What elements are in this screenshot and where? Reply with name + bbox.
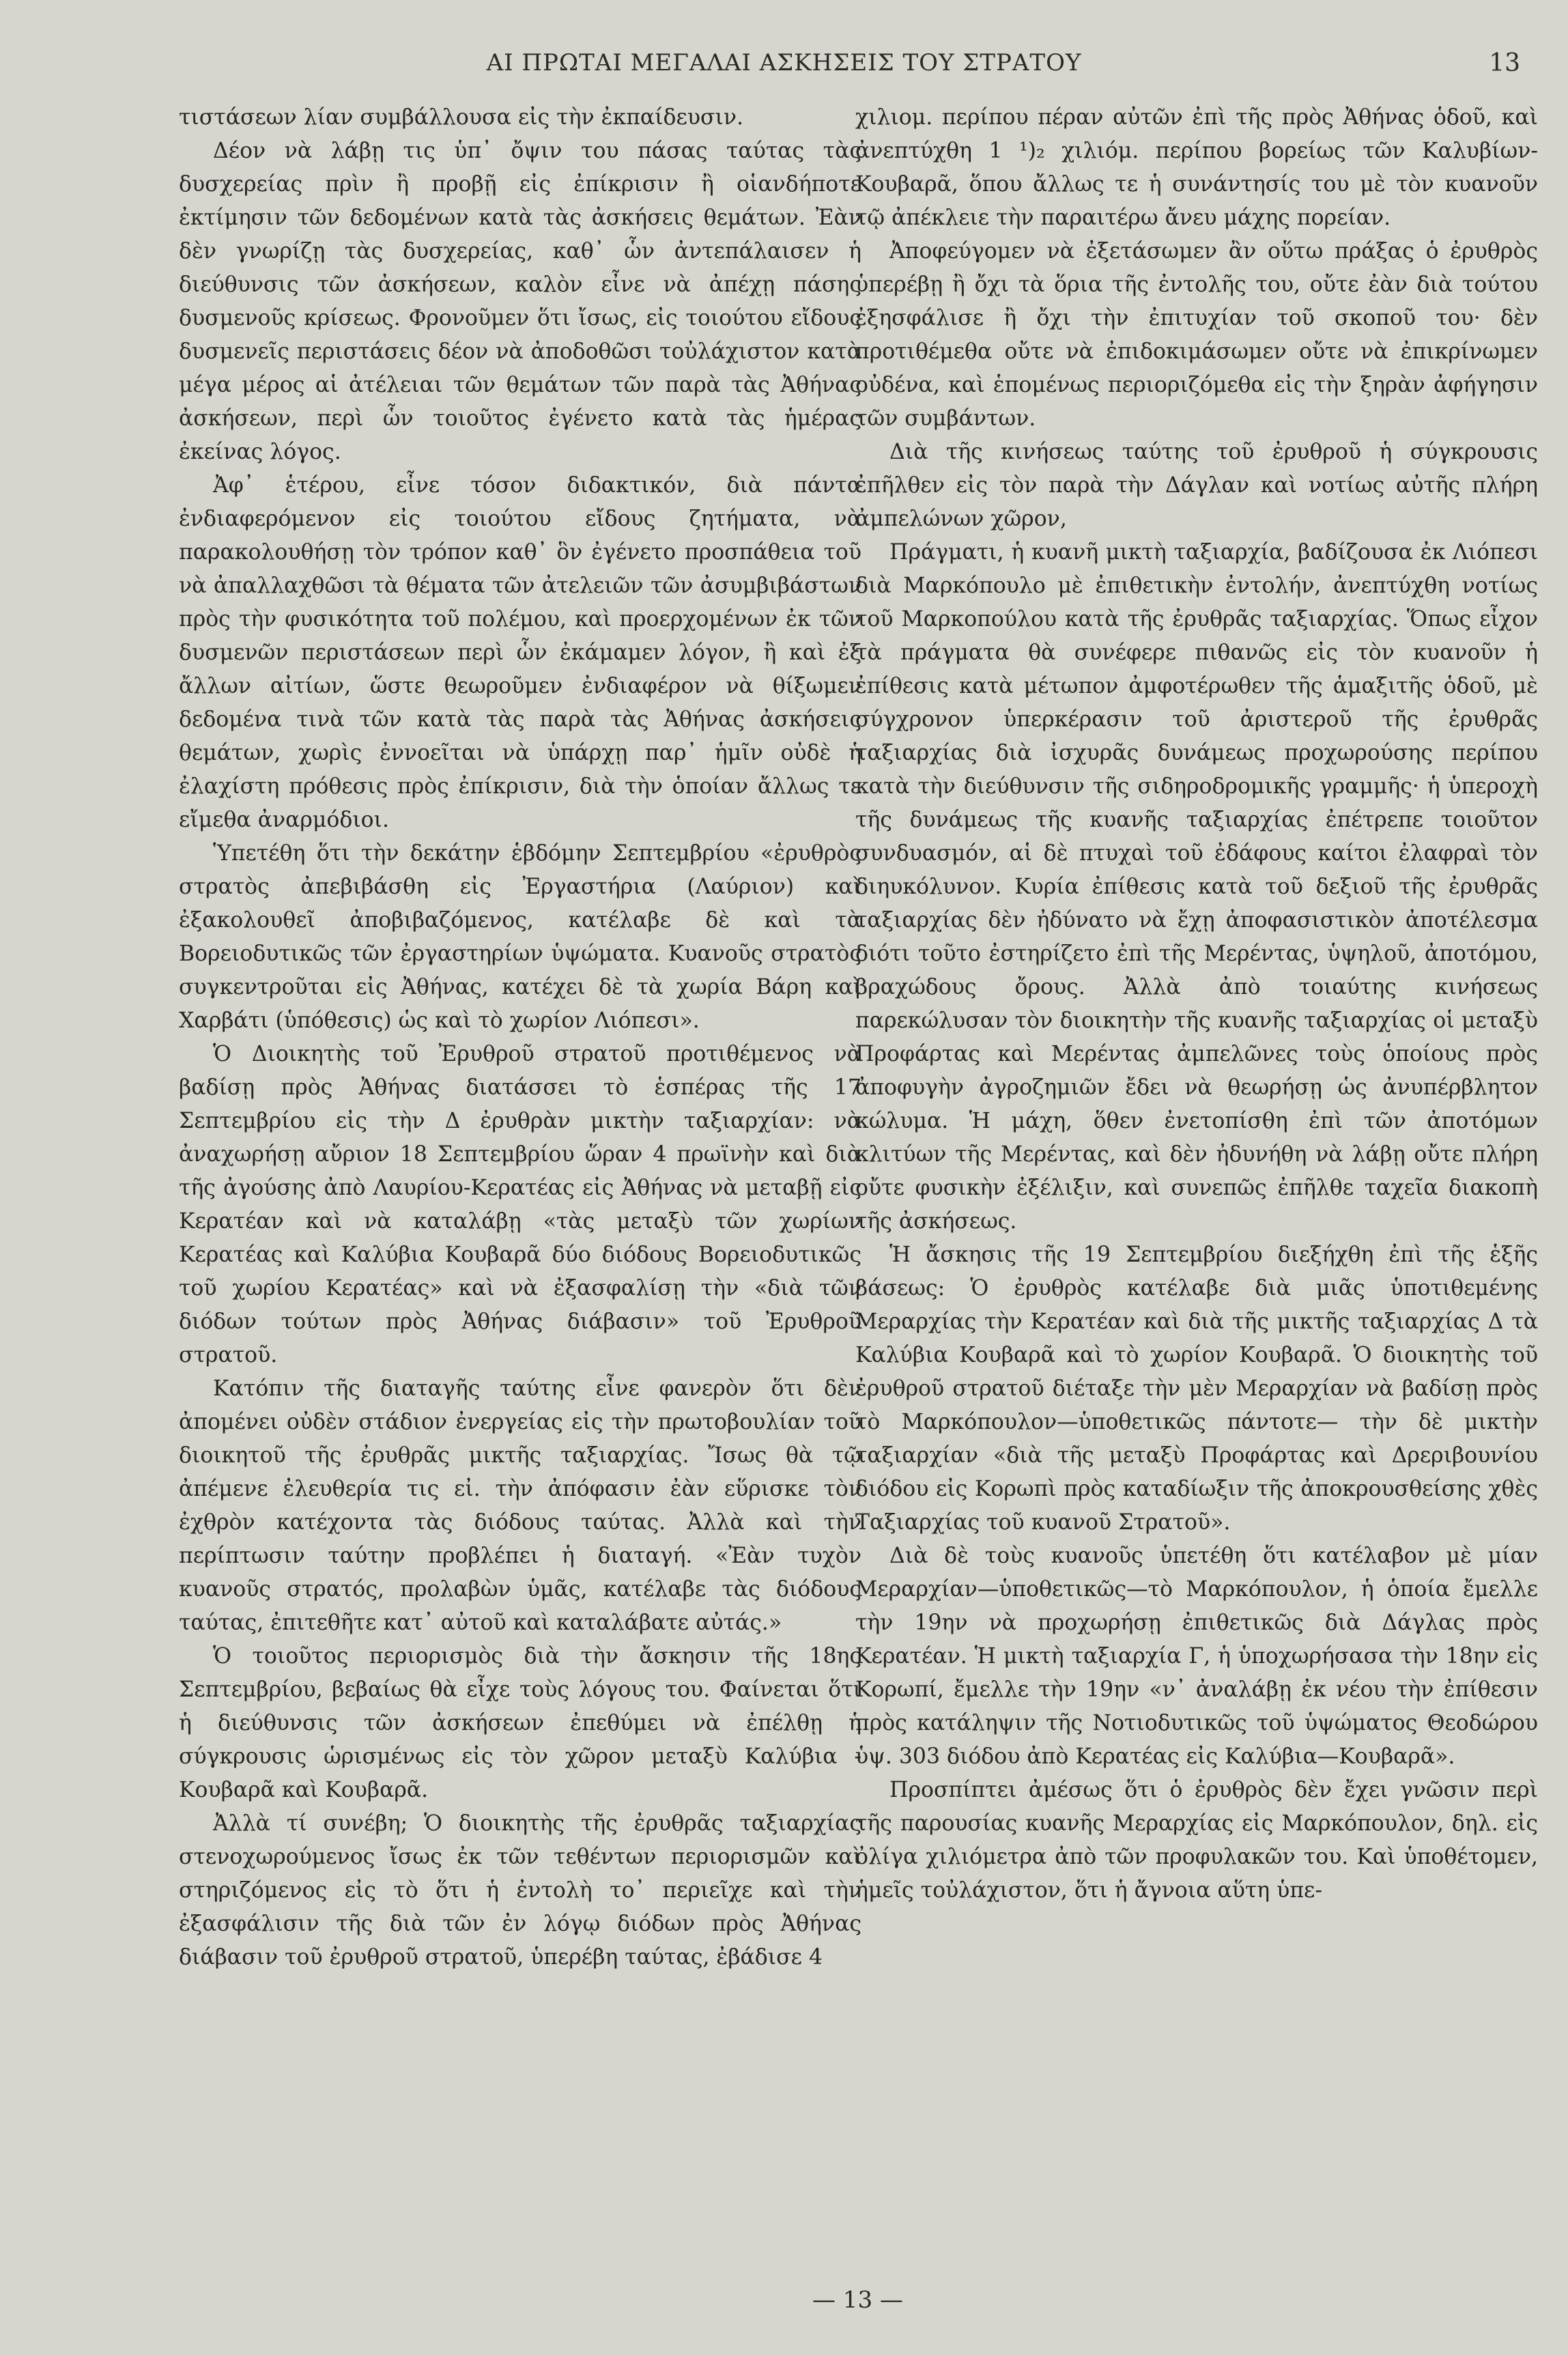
left-paragraph-3: Ἀφ᾽ ἑτέρου, εἶνε τόσον διδακτικόν, διὰ πάντα ἐνδιαφερόμενον εἰς τοιούτου εἴδους ζητήματα, νὰ παρακολουθήσῃ τὸν τρόπον καθ᾽ ὃν ἐγένετο προσπάθεια τοῦ νὰ ἀπαλλαχθῶσι τὰ θέματα τῶν ἀτελειῶν τῶν ἀσυμβιβάστων πρὸς τὴν φυσικότητα τοῦ πολέμου, καὶ προερχομένων ἐκ τῶν δυσμενῶν περιστάσεων περὶ ὧν ἐκάμαμεν λόγον, ἢ καὶ ἐξ ἄλλων αἰτίων, ὥστε θεωροῦμεν ἐνδιαφέρον νὰ θίξωμεν δεδομένα τινὰ τῶν κατὰ τὰς παρὰ τὰς Ἀθήνας ἀσκήσεις θεμάτων, χωρὶς ἐννοεῖται νὰ ὑπάρχῃ παρ᾽ ἡμῖν οὐδὲ ἡ ἐλαχίστη πρόθεσις πρὸς ἐπίκρισιν, διὰ τὴν ὁποίαν ἄλλως τε εἴμεθα ἀναρμόδιοι. — [179, 473, 861, 832]
right-paragraph-6: Διὰ δὲ τοὺς κυανοῦς ὑπετέθη ὅτι κατέλαβον μὲ μίαν Μεραρχίαν—ὑποθετικῶς—τὸ Μαρκόπουλον, ἡ ὁποία ἔμελλε τὴν 19ην νὰ προχωρήσῃ ἐπιθετικῶς διὰ Δάγλας πρὸς Κερατέαν. Ἡ μικτὴ ταξιαρχία Γ, ἡ ὑποχωρήσασα τὴν 18ην εἰς Κορωπί, ἔμελλε τὴν 19ην «ν᾽ ἀναλάβῃ ἐκ νέου τὴν ἐπίθεσιν πρὸς κατάληψιν τῆς Νοτιοδυτικῶς τοῦ ὑψώματος Θεοδώρου ὑψ. 303 διόδου ἀπὸ Κερατέας εἰς Καλύβια—Κουβαρᾶ». — [855, 1544, 1538, 1769]
page-number-top: 13 — [1489, 49, 1520, 77]
right-column — [855, 101, 1538, 1907]
right-paragraph-2: Ἀποφεύγομεν νὰ ἐξετάσωμεν ἂν οὕτω πράξας ὁ ἐρυθρὸς ὑπερέβῃ ἢ ὄχι τὰ ὅρια τῆς ἐντολῆς του, οὔτε ἐὰν διὰ τούτου ἐξησφάλισε ἢ ὄχι τὴν ἐπιτυχίαν τοῦ σκοποῦ του· δὲν προτιθέμεθα οὔτε νὰ ἐπιδοκιμάσωμεν οὔτε νὰ ἐπικρίνωμεν οὐδένα, καὶ ἑπομένως περιοριζόμεθα εἰς τὴν ξηρὰν ἀφήγησιν τῶν συμβάντων. — [855, 239, 1538, 431]
right-paragraph-3: Διὰ τῆς κινήσεως ταύτης τοῦ ἐρυθροῦ ἡ σύγκρουσις ἐπῆλθεν εἰς τὸν παρὰ τὴν Δάγλαν καὶ νοτίως αὐτῆς πλήρη ἀμπελώνων χῶρον, — [855, 440, 1538, 531]
left-paragraph-1: τιστάσεων λίαν συμβάλλουσα εἰς τὴν ἐκπαίδευσιν. — [179, 105, 743, 130]
left-paragraph-8: Ἀλλὰ τί συνέβη; Ὁ διοικητὴς τῆς ἐρυθρᾶς ταξιαρχίας στενοχωρούμενος ἴσως ἐκ τῶν τεθέντων περιορισμῶν καὶ στηριζόμενος εἰς τὸ ὅτι ἡ ἐντολὴ το᾽ περιεῖχε καὶ τὴν ἐξασφάλισιν τῆς διὰ τῶν ἐν λόγῳ διόδων πρὸς Ἀθήνας διάβασιν τοῦ ἐρυθροῦ στρατοῦ, ὑπερέβη ταύτας, ἐβάδισε 4 — [179, 1811, 861, 1970]
right-paragraph-5: Ἡ ἄσκησις τῆς 19 Σεπτεμβρίου διεξήχθη ἐπὶ τῆς ἑξῆς βάσεως: Ὁ ἐρυθρὸς κατέλαβε διὰ μιᾶς ὑποτιθεμένης Μεραρχίας τὴν Κερατέαν καὶ διὰ τῆς μικτῆς ταξιαρχίας Δ τὰ Καλύβια Κουβαρᾶ καὶ τὸ χωρίον Κουβαρᾶ. Ὁ διοικητὴς τοῦ ἐρυθροῦ στρατοῦ διέταξε τὴν μὲν Μεραρχίαν νὰ βαδίσῃ πρὸς τὸ Μαρκόπουλον—ὑποθετικῶς πάντοτε— τὴν δὲ μικτὴν ταξιαρχίαν «διὰ τῆς μεταξὺ Προφάρτας καὶ Δρεριβουνίου διόδου εἰς Κορωπὶ πρὸς καταδίωξιν τῆς ἀποκρουσθείσης χθὲς Ταξιαρχίας τοῦ κυανοῦ Στρατοῦ». — [855, 1243, 1538, 1535]
right-paragraph-4: Πράγματι, ἡ κυανῆ μικτὴ ταξιαρχία, βαδίζουσα ἐκ Λιόπεσι διὰ Μαρκόπουλο μὲ ἐπιθετικὴν ἐντολήν, ἀνεπτύχθη νοτίως τοῦ Μαρκοπούλου κατὰ τῆς ἐρυθρᾶς ταξιαρχίας. Ὅπως εἶχον τὰ πράγματα θὰ συνέφερε πιθανῶς εἰς τὸν κυανοῦν ἡ ἐπίθεσις κατὰ μέτωπον ἀμφοτέρωθεν τῆς ἁμαξιτῆς ὁδοῦ, μὲ σύγχρονον ὑπερκέρασιν τοῦ ἀριστεροῦ τῆς ἐρυθρᾶς ταξιαρχίας διὰ ἰσχυρᾶς δυνάμεως προχωρούσης περίπου κατὰ τὴν διεύθυνσιν τῆς σιδηροδρομικῆς γραμμῆς· ἡ ὑπεροχὴ τῆς δυνάμεως τῆς κυανῆς ταξιαρχίας ἐπέτρεπε τοιοῦτον συνδυασμόν, αἱ δὲ πτυχαὶ τοῦ ἐδάφους καίτοι ἐλαφραὶ τὸν διηυκόλυνον. Κυρία ἐπίθεσις κατὰ τοῦ δεξιοῦ τῆς ἐρυθρᾶς ταξιαρχίας δὲν ἠδύνατο νὰ ἔχῃ ἀποφασιστικὸν ἀποτέλεσμα διότι τοῦτο ἐστηρίζετο ἐπὶ τῆς Μερέντας, ὑψηλοῦ, ἀποτόμου, βραχώδους ὄρους. Ἀλλὰ ἀπὸ τοιαύτης κινήσεως παρεκώλυσαν τὸν διοικητὴν τῆς κυανῆς ταξιαρχίας οἱ μεταξὺ Προφάρτας καὶ Μερέντας ἀμπελῶνες τοὺς ὁποίους πρὸς ἀποφυγὴν ἀγροζημιῶν ἔδει νὰ θεωρήσῃ ὡς ἀνυπέρβλητον κώλυμα. Ἡ μάχη, ὅθεν ἐνετοπίσθη ἐπὶ τῶν ἀποτόμων κλιτύων τῆς Μερέντας, καὶ δὲν ἠδυνήθη νὰ λάβῃ οὔτε πλήρη οὔτε φυσικὴν ἐξέλιξιν, καὶ συνεπῶς ἐπῆλθε ταχεῖα διακοπὴ τῆς ἀσκήσεως. — [855, 540, 1538, 1234]
left-paragraph-5: Ὁ Διοικητὴς τοῦ Ἐρυθροῦ στρατοῦ προτιθέμενος νὰ βαδίσῃ πρὸς Ἀθήνας διατάσσει τὸ ἑσπέρας τῆς 17 Σεπτεμβρίου εἰς τὴν Δ ἐρυθρὰν μικτὴν ταξιαρχίαν: νὰ ἀναχωρήσῃ αὔριον 18 Σεπτεμβρίου ὥραν 4 πρωϊνὴν καὶ διὰ τῆς ἀγούσης ἀπὸ Λαυρίου-Κερατέας εἰς Ἀθήνας νὰ μεταβῇ εἰς Κερατέαν καὶ νὰ καταλάβῃ «τὰς μεταξὺ τῶν χωρίων Κερατέας καὶ Καλύβια Κουβαρᾶ δύο διόδους Βορειοδυτικῶς τοῦ χωρίου Κερατέας» καὶ νὰ ἐξασφαλίσῃ τὴν «διὰ τῶν διόδων τούτων πρὸς Ἀθήνας διάβασιν» τοῦ Ἐρυθροῦ στρατοῦ. — [179, 1042, 861, 1367]
left-paragraph-6: Κατόπιν τῆς διαταγῆς ταύτης εἶνε φανερὸν ὅτι δὲν ἀπομένει οὐδὲν στάδιον ἐνεργείας εἰς τὴν πρωτοβουλίαν τοῦ διοικητοῦ τῆς ἐρυθρᾶς μικτῆς ταξιαρχίας. Ἴσως θὰ τῷ ἀπέμενε ἐλευθερία τις εἰ. τὴν ἀπόφασιν ἐὰν εὕρισκε τὸν ἐχθρὸν κατέχοντα τὰς διόδους ταύτας. Ἀλλὰ καὶ τὴν περίπτωσιν ταύτην προβλέπει ἡ διαταγή. «Ἐὰν τυχὸν κυανοῦς στρατός, προλαβὼν ὑμᾶς, κατέλαβε τὰς διόδους ταύτας, ἐπιτεθῆτε κατ᾽ αὐτοῦ καὶ καταλάβατε αὐτάς.» — [179, 1376, 861, 1635]
running-title: ΑΙ ΠΡΩΤΑΙ ΜΕΓΑΛΑΙ ΑΣΚΗΣΕΙΣ ΤΟΥ ΣΤΡΑΤΟΥ — [486, 49, 1082, 76]
page-folio: — 13 — — [812, 2286, 903, 2314]
left-paragraph-2: Δέον νὰ λάβῃ τις ὑπ᾽ ὄψιν του πάσας ταύτας τὰς δυσχερείας πρὶν ἢ προβῇ εἰς ἐπίκρισιν ἢ οἱανδήποτε ἐκτίμησιν τῶν δεδομένων κατὰ τὰς ἀσκήσεις θεμάτων. Ἐὰν δὲν γνωρίζῃ τὰς δυσχερείας, καθ᾽ ὧν ἀντεπάλαισεν ἡ διεύθυνσις τῶν ἀσκήσεων, καλὸν εἶνε νὰ ἀπέχῃ πάσης δυσμενοῦς κρίσεως. Φρονοῦμεν ὅτι ἴσως, εἰς τοιούτου εἴδους δυσμενεῖς περιστάσεις δέον νὰ ἀποδοθῶσι τοὐλάχιστον κατὰ μέγα μέρος αἱ ἀτέλειαι τῶν θεμάτων τῶν παρὰ τὰς Ἀθήνας ἀσκήσεων, περὶ ὧν τοιοῦτος ἐγένετο κατὰ τὰς ἡμέρας ἐκείνας λόγος. — [179, 139, 861, 464]
right-paragraph-7: Προσπίπτει ἀμέσως ὅτι ὁ ἐρυθρὸς δὲν ἔχει γνῶσιν περὶ τῆς παρουσίας κυανῆς Μεραρχίας εἰς Μαρκόπουλον, δηλ. εἰς ὀλίγα χιλιόμετρα ἀπὸ τῶν προφυλακῶν του. Καὶ ὑποθέτομεν, ἡμεῖς τοὐλάχιστον, ὅτι ἡ ἄγνοια αὕτη ὑπε- — [855, 1778, 1538, 1903]
running-header — [0, 49, 1568, 90]
right-paragraph-1: χιλιομ. περίπου πέραν αὐτῶν ἐπὶ τῆς πρὸς Ἀθήνας ὁδοῦ, καὶ ἀνεπτύχθη 1 ¹)₂ χιλιόμ. περίπου βορείως τῶν Καλυβίων-Κουβαρᾶ, ὅπου ἄλλως τε ἡ συνάντησίς του μὲ τὸν κυανοῦν τῷ ἀπέκλειε τὴν παραιτέρω ἄνευ μάχης πορείαν. — [855, 105, 1538, 230]
left-column — [179, 101, 861, 1974]
left-paragraph-7: Ὁ τοιοῦτος περιορισμὸς διὰ τὴν ἄσκησιν τῆς 18ης Σεπτεμβρίου, βεβαίως θὰ εἶχε τοὺς λόγους του. Φαίνεται ὅτι ἡ διεύθυνσις τῶν ἀσκήσεων ἐπεθύμει νὰ ἐπέλθῃ ἡ σύγκρουσις ὡρισμένως εἰς τὸν χῶρον μεταξὺ Καλύβια - Κουβαρᾶ καὶ Κουβαρᾶ. — [179, 1644, 861, 1802]
left-paragraph-4: Ὑπετέθη ὅτι τὴν δεκάτην ἑβδόμην Σεπτεμβρίου «ἐρυθρὸς στρατὸς ἀπεβιβάσθη εἰς Ἐργαστήρια (Λαύριον) καὶ ἐξακολουθεῖ ἀποβιβαζόμενος, κατέλαβε δὲ καὶ τὰ Βορειοδυτικῶς τῶν ἐργαστηρίων ὑψώματα. Κυανοῦς στρατὸς συγκεντροῦται εἰς Ἀθήνας, κατέχει δὲ τὰ χωρία Βάρη καὶ Χαρβάτι (ὑπόθεσις) ὡς καὶ τὸ χωρίον Λιόπεσι». — [179, 841, 861, 1033]
